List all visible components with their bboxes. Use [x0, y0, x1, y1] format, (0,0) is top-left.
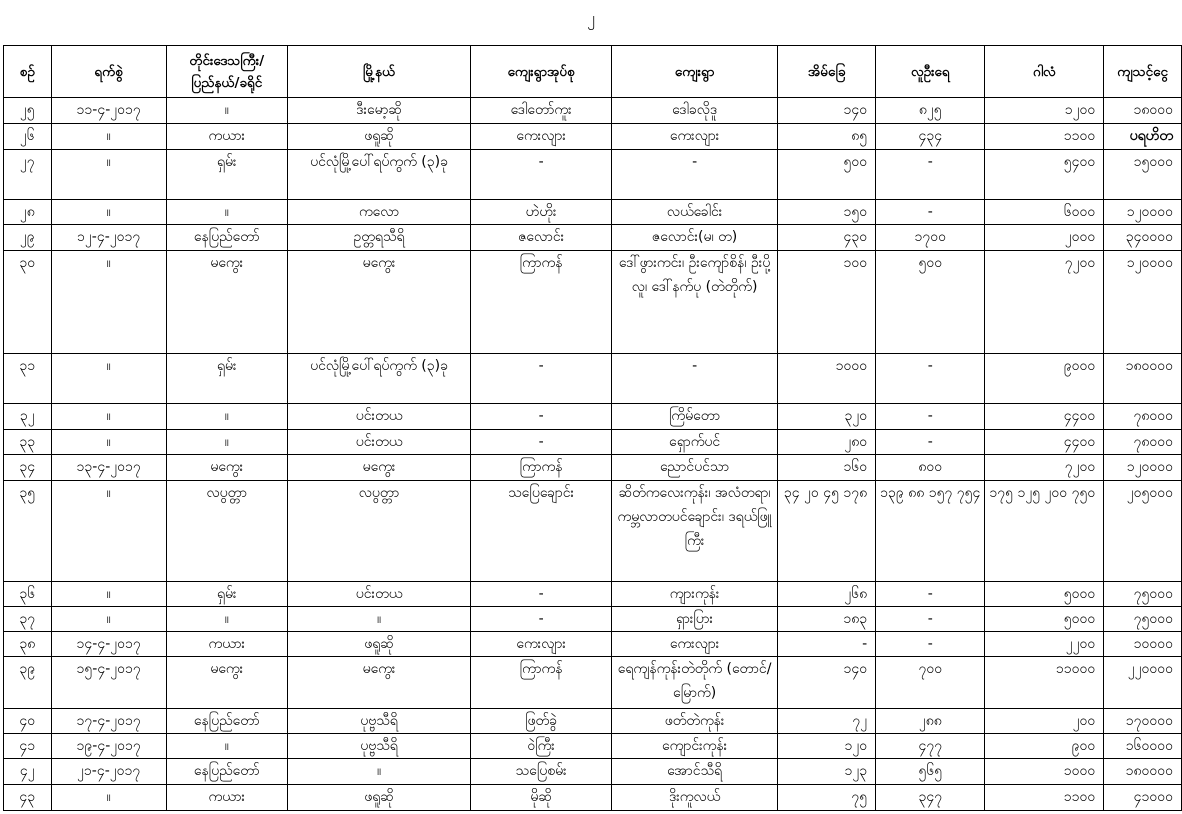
cell-population: - [876, 200, 985, 225]
cell-population: - [876, 582, 985, 607]
cell-date: ။ [51, 481, 166, 582]
cell-cost: ၁၀၀၀၀ [1104, 632, 1182, 657]
cell-households: ၁၂၃ [778, 759, 876, 785]
cell-serial: ၃၃ [4, 430, 52, 455]
cell-serial: ၃၇ [4, 607, 52, 632]
cell-village: ညောင်ပင်သာ [612, 455, 778, 481]
cell-township: ဥတ္တရသီရိ [287, 225, 470, 251]
cell-population: - [876, 354, 985, 404]
cell-date: ၁၁-၄-၂၀၁၇ [51, 98, 166, 124]
cell-township: ကလော [287, 200, 470, 225]
cell-township: ဖရူဆို [287, 632, 470, 657]
table-row [4, 150, 1182, 200]
cell-cost: ၁၈၀၀၀ [1104, 98, 1182, 124]
cell-serial: ၄၁ [4, 734, 52, 759]
header-village: ကျေးရွာ [612, 46, 778, 98]
cell-village-tract: - [471, 582, 612, 607]
cell-village: - [612, 354, 778, 404]
cell-township: ပင်လုံမြို့ပေါ်ရပ်ကွက် (၃)ခု [287, 354, 470, 404]
cell-population: ၄၇၇ [876, 734, 985, 759]
table-row [4, 225, 1182, 251]
cell-households: ၈၅ [778, 124, 876, 150]
cell-township: ပင်းတယ [287, 582, 470, 607]
table-row [4, 632, 1182, 657]
cell-serial: ၄၀ [4, 709, 52, 734]
cell-population: ၁၇၀၀ [876, 225, 985, 251]
cell-cost: ၄၁၀၀၀ [1104, 785, 1182, 811]
cell-village: - [612, 150, 778, 200]
cell-gallons: ၅၀၀၀ [985, 582, 1104, 607]
cell-township: မကွေး [287, 251, 470, 354]
cell-village: အောင်သီရိ [612, 759, 778, 785]
cell-population: ၇၀၀ [876, 657, 985, 709]
cell-households: ၇၂ [778, 709, 876, 734]
cell-serial: ၂၆ [4, 124, 52, 150]
cell-households: ၁၄၀ [778, 657, 876, 709]
cell-cost: ၂၂၀၀၀၀ [1104, 657, 1182, 709]
cell-region: နေပြည်တော် [166, 225, 287, 251]
table-row [4, 582, 1182, 607]
cell-village: ရှောက်ပင် [612, 430, 778, 455]
cell-village-tract: - [471, 150, 612, 200]
cell-population: ၅၀၀ [876, 251, 985, 354]
cell-date: ။ [51, 150, 166, 200]
cell-village-tract: ဒေါတော်ကူး [471, 98, 612, 124]
cell-population: - [876, 430, 985, 455]
cell-households: - [778, 632, 876, 657]
cell-village-tract: ဝဲကြီး [471, 734, 612, 759]
cell-gallons: ၄၄၀၀ [985, 404, 1104, 430]
cell-date: ။ [51, 582, 166, 607]
cell-population: ၈၀၀ [876, 455, 985, 481]
cell-village: ဒိုးကူလယ် [612, 785, 778, 811]
cell-households: ၅၀၀ [778, 150, 876, 200]
table-row [4, 354, 1182, 404]
cell-gallons: ၂၂၀၀ [985, 632, 1104, 657]
cell-population: - [876, 632, 985, 657]
cell-village-tract: ဖြတ်ခွဲ [471, 709, 612, 734]
cell-cost: ၁၇၀၀၀၀ [1104, 709, 1182, 734]
cell-region: ကယား [166, 124, 287, 150]
cell-cost: ၇၅၀၀၀ [1104, 582, 1182, 607]
cell-region: ။ [166, 430, 287, 455]
header-gallons: ဂါလံ [985, 46, 1104, 98]
table-row [4, 251, 1182, 354]
cell-village: ဒေါခလိုဒူ [612, 98, 778, 124]
cell-population: - [876, 150, 985, 200]
cell-village-tract: မိုဆို [471, 785, 612, 811]
cell-village: ရှားပြား [612, 607, 778, 632]
cell-village-tract: - [471, 354, 612, 404]
cell-township: လပွတ္တာ [287, 481, 470, 582]
cell-region: ။ [166, 200, 287, 225]
cell-serial: ၃၉ [4, 657, 52, 709]
cell-village-tract: ဇလောင်း [471, 225, 612, 251]
cell-serial: ၃၀ [4, 251, 52, 354]
cell-region: ရှမ်း [166, 150, 287, 200]
cell-cost: ၁၆၀၀၀၀ [1104, 734, 1182, 759]
cell-date: ၂၁-၄-၂၀၁၇ [51, 759, 166, 785]
cell-village-tract: ကေးလျား [471, 632, 612, 657]
cell-date: ၁၄-၄-၂၀၁၇ [51, 632, 166, 657]
cell-region: ။ [166, 607, 287, 632]
cell-region: လပွတ္တာ [166, 481, 287, 582]
cell-township: ပင်းတယ [287, 430, 470, 455]
cell-township: မကွေး [287, 657, 470, 709]
cell-gallons: ၁၀၀၀ [985, 759, 1104, 785]
cell-households: ၇၅ [778, 785, 876, 811]
cell-households: ၂၆၈ [778, 582, 876, 607]
cell-cost: ၁၂၀၀၀၀ [1104, 455, 1182, 481]
cell-village-tract: ကြာကန် [471, 657, 612, 709]
cell-region: ။ [166, 404, 287, 430]
cell-village-tract: ဟဲဟိုး [471, 200, 612, 225]
cell-village: ကျားကုန်း [612, 582, 778, 607]
table-row [4, 657, 1182, 709]
cell-date: ၁၂-၄-၂၀၁၇ [51, 225, 166, 251]
cell-cost: ပရဟိတ [1104, 124, 1182, 150]
cell-village-tract: ကေးလျား [471, 124, 612, 150]
cell-region: နေပြည်တော် [166, 709, 287, 734]
cell-serial: ၃၆ [4, 582, 52, 607]
cell-gallons: ၁၁၀၀၀ [985, 657, 1104, 709]
header-serial: စဉ် [4, 46, 52, 98]
cell-date: ။ [51, 124, 166, 150]
cell-village: ရေကျန်ကုန်းတဲတိုက် (တောင်/မြောက်) [612, 657, 778, 709]
cell-village: ကေးလျား [612, 632, 778, 657]
table-row [4, 98, 1182, 124]
cell-serial: ၃၈ [4, 632, 52, 657]
table-row [4, 734, 1182, 759]
cell-village: ဒေါ်ဖွားကင်း၊ ဦးကျော်စိန်၊ ဦးပို့လူ၊ ဒေါ်နက်ပု (တဲတိုက်) [612, 251, 778, 354]
cell-gallons: ၂၀၀၀ [985, 225, 1104, 251]
cell-serial: ၃၅ [4, 481, 52, 582]
cell-gallons: ၉၀၀၀ [985, 354, 1104, 404]
cell-region: ကယား [166, 632, 287, 657]
cell-township: ပုဗ္ဗသီရိ [287, 709, 470, 734]
header-population: လူဦးရေ [876, 46, 985, 98]
cell-region: ။ [166, 98, 287, 124]
cell-serial: ၂၉ [4, 225, 52, 251]
cell-township: မကွေး [287, 455, 470, 481]
cell-village: ကေးလျား [612, 124, 778, 150]
table-row [4, 607, 1182, 632]
cell-village: ကျောင်းကုန်း [612, 734, 778, 759]
cell-serial: ၂၅ [4, 98, 52, 124]
table-row [4, 785, 1182, 811]
cell-serial: ၂၇ [4, 150, 52, 200]
cell-households: ၁၆၀ [778, 455, 876, 481]
cell-cost: ၁၈၀၀၀၀ [1104, 354, 1182, 404]
cell-gallons: ၉၀၀ [985, 734, 1104, 759]
cell-gallons: ၄၄၀၀ [985, 430, 1104, 455]
cell-township: ပင်လုံမြို့ပေါ်ရပ်ကွက် (၃)ခု [287, 150, 470, 200]
cell-gallons: ၁၂၀၀ [985, 98, 1104, 124]
table-row [4, 200, 1182, 225]
cell-population: ၈၂၅ [876, 98, 985, 124]
cell-date: ၁၇-၄-၂၀၁၇ [51, 709, 166, 734]
cell-cost: ၃၄၀၀၀၀ [1104, 225, 1182, 251]
header-row [4, 46, 1182, 98]
table-row [4, 481, 1182, 582]
cell-date: ။ [51, 404, 166, 430]
cell-serial: ၃၄ [4, 455, 52, 481]
cell-region: ကယား [166, 785, 287, 811]
cell-cost: ၇၅၀၀၀ [1104, 607, 1182, 632]
cell-households: ၂၈၀ [778, 430, 876, 455]
cell-region: မကွေး [166, 455, 287, 481]
cell-region: ။ [166, 734, 287, 759]
data-table [3, 45, 1182, 811]
cell-population: - [876, 404, 985, 430]
cell-cost: ၇၈၀၀၀ [1104, 404, 1182, 430]
cell-gallons: ၇၂၀၀ [985, 455, 1104, 481]
cell-date: ၁၉-၄-၂၀၁၇ [51, 734, 166, 759]
cell-township: ပုဗ္ဗသီရိ [287, 734, 470, 759]
cell-households: ၁၂၀ [778, 734, 876, 759]
cell-serial: ၃၂ [4, 404, 52, 430]
cell-date: ။ [51, 354, 166, 404]
cell-village-tract: - [471, 404, 612, 430]
cell-date: ။ [51, 251, 166, 354]
cell-township: ။ [287, 607, 470, 632]
table-row [4, 404, 1182, 430]
cell-village-tract: - [471, 430, 612, 455]
cell-cost: ၁၈၀၀၀၀ [1104, 759, 1182, 785]
cell-township: ဖရူဆို [287, 785, 470, 811]
cell-population: ၁၃၉ ၈၈ ၁၅၇ ၇၅၄ [876, 481, 985, 582]
cell-township: ပင်းတယ [287, 404, 470, 430]
cell-date: ။ [51, 607, 166, 632]
header-region: တိုင်းဒေသကြီး/ ပြည်နယ်/ခရိုင် [166, 46, 287, 98]
cell-village: ကြိမ်တော [612, 404, 778, 430]
cell-population: - [876, 607, 985, 632]
cell-village: ဆိတ်ကလေးကုန်း၊ အလံတရာ၊ ကမ္ဘလာတပင်ချောင်း၊ ဒရယ်ဖြူကြီး [612, 481, 778, 582]
cell-village-tract: - [471, 607, 612, 632]
cell-village: လယ်ခေါင်း [612, 200, 778, 225]
cell-gallons: ၅၀၀၀ [985, 607, 1104, 632]
cell-households: ၁၄၀ [778, 98, 876, 124]
cell-date: ၁၃-၄-၂၀၁၇ [51, 455, 166, 481]
cell-serial: ၃၁ [4, 354, 52, 404]
cell-region: မကွေး [166, 657, 287, 709]
cell-gallons: ၁၁၀၀ [985, 785, 1104, 811]
cell-cost: ၁၂၀၀၀၀ [1104, 251, 1182, 354]
cell-date: ။ [51, 200, 166, 225]
cell-village: ဇလောင်း(မ၊ တ) [612, 225, 778, 251]
cell-households: ၁၀၀ [778, 251, 876, 354]
cell-households: ၁၀၀၀ [778, 354, 876, 404]
cell-township: ဖရူဆို [287, 124, 470, 150]
cell-population: ၂၈၈ [876, 709, 985, 734]
cell-region: ရှမ်း [166, 582, 287, 607]
cell-village-tract: သပြေချောင်း [471, 481, 612, 582]
table-row [4, 124, 1182, 150]
header-households: အိမ်ခြေ [778, 46, 876, 98]
cell-households: ၄၃၀ [778, 225, 876, 251]
cell-gallons: ၁၇၅ ၁၂၅ ၂၀၀ ၇၅၀ [985, 481, 1104, 582]
header-cost: ကျသင့်ငွေ [1104, 46, 1182, 98]
cell-gallons: ၂၀၀ [985, 709, 1104, 734]
cell-population: ၃၄၇ [876, 785, 985, 811]
table-row [4, 430, 1182, 455]
header-township: မြို့နယ် [287, 46, 470, 98]
table-row [4, 709, 1182, 734]
cell-households: ၃၂၀ [778, 404, 876, 430]
cell-village: ဖတ်တဲကုန်း [612, 709, 778, 734]
cell-date: ၁၅-၄-၂၀၁၇ [51, 657, 166, 709]
cell-region: မကွေး [166, 251, 287, 354]
cell-date: ။ [51, 785, 166, 811]
cell-serial: ၂၈ [4, 200, 52, 225]
cell-cost: ၁၂၀၀၀၀ [1104, 200, 1182, 225]
cell-village-tract: သပြေစမ်း [471, 759, 612, 785]
cell-region: ရှမ်း [166, 354, 287, 404]
cell-cost: ၁၅၀၀၀ [1104, 150, 1182, 200]
cell-gallons: ၅၄၀၀ [985, 150, 1104, 200]
cell-village-tract: ကြာကန် [471, 455, 612, 481]
cell-cost: ၇၈၀၀၀ [1104, 430, 1182, 455]
table-row [4, 759, 1182, 785]
cell-region: နေပြည်တော် [166, 759, 287, 785]
cell-township: ။ [287, 759, 470, 785]
table-row [4, 455, 1182, 481]
cell-date: ။ [51, 430, 166, 455]
cell-village-tract: ကြာကန် [471, 251, 612, 354]
header-village-tract: ကျေးရွာအုပ်စု [471, 46, 612, 98]
cell-township: ဒီးမော့ဆို [287, 98, 470, 124]
cell-cost: ၂၀၅၀၀၀ [1104, 481, 1182, 582]
cell-population: ၄၃၄ [876, 124, 985, 150]
page-number: ၂ [587, 8, 595, 27]
cell-serial: ၄၂ [4, 759, 52, 785]
cell-gallons: ၁၁၀၀ [985, 124, 1104, 150]
cell-gallons: ၆၀၀၀ [985, 200, 1104, 225]
cell-gallons: ၇၂၀၀ [985, 251, 1104, 354]
cell-serial: ၄၃ [4, 785, 52, 811]
cell-households: ၁၅၀ [778, 200, 876, 225]
cell-households: ၁၈၃ [778, 607, 876, 632]
cell-population: ၅၆၅ [876, 759, 985, 785]
header-date: ရက်စွဲ [51, 46, 166, 98]
cell-households: ၃၄ ၂၀ ၄၅ ၁၇၈ [778, 481, 876, 582]
